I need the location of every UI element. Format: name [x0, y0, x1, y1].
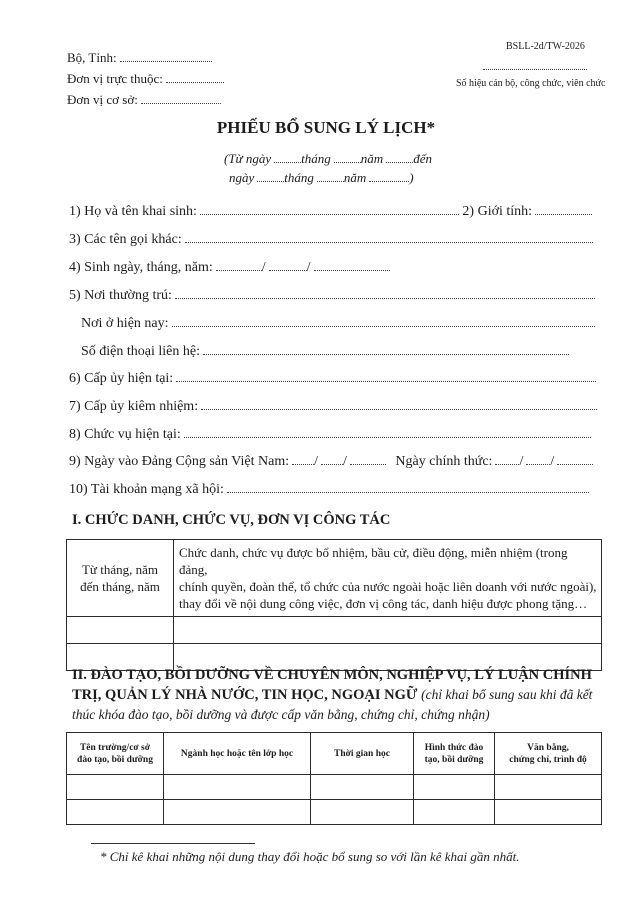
table-cell[interactable] [67, 617, 174, 644]
table-cell[interactable] [174, 617, 602, 644]
period-from-month[interactable] [334, 162, 361, 163]
form-code: BSLL-2d/TW-2026 [506, 41, 585, 52]
section1-table [66, 539, 602, 671]
gender-input[interactable] [535, 214, 592, 215]
col-school [67, 733, 164, 775]
field-current-committee [69, 371, 596, 387]
permanent-address-label: 5) Nơi thường trú: [69, 288, 172, 303]
table-cell[interactable] [67, 775, 164, 800]
staff-id-input-line[interactable] [483, 69, 587, 70]
col-header-line: Hình thức đào [424, 742, 484, 753]
table-cell[interactable] [67, 800, 164, 825]
base-unit-label: Đơn vị cơ sở: [67, 92, 138, 107]
other-names-label: 3) Các tên gọi khác: [69, 232, 182, 247]
table-cell[interactable] [495, 800, 602, 825]
base-unit-input-line[interactable] [141, 103, 221, 104]
field-permanent-address [69, 288, 595, 304]
date-separator: / [519, 454, 524, 469]
section2-table [66, 732, 602, 825]
table-row [67, 775, 602, 800]
section1-col-period-line: Từ tháng, năm [81, 562, 158, 577]
col-header-line: Văn bằng, [527, 742, 569, 753]
party-join-label: 9) Ngày vào Đảng Cộng sản Việt Nam: [69, 454, 290, 469]
footnote: * Chỉ kê khai những nội dung thay đổi hoặc bổ sung so với lần kê khai gần nhất. [100, 849, 520, 864]
party-official-label: Ngày chính thức: [395, 454, 493, 469]
period-ngay: ngày [229, 170, 255, 185]
table-cell[interactable] [414, 800, 495, 825]
ministry-input-line[interactable] [120, 61, 212, 62]
field-birth-date [69, 260, 390, 276]
current-address-label: Nơi ở hiện nay: [81, 316, 169, 331]
birth-name-label: 1) Họ và tên khai sinh: [69, 204, 197, 219]
current-position-label: 8) Chức vụ hiện tại: [69, 427, 181, 442]
table-cell[interactable] [164, 775, 311, 800]
birth-name-input[interactable] [200, 214, 459, 215]
section1-col-description-line: thay đổi về nội dung công việc, đơn vị công tác, danh hiệu được phong tặng… [179, 596, 588, 611]
birth-date-label: 4) Sinh ngày, tháng, năm: [69, 260, 213, 275]
section1-col-description [174, 540, 602, 617]
current-position-input[interactable] [184, 437, 591, 438]
party-join-month-input[interactable] [321, 464, 343, 465]
period-close: ) [409, 170, 414, 185]
period-to-month[interactable] [317, 181, 344, 182]
col-training-form [414, 733, 495, 775]
section1-col-period [67, 540, 174, 617]
period-open: (Từ ngày [224, 151, 272, 166]
permanent-address-input[interactable] [175, 298, 595, 299]
current-committee-label: 6) Cấp ủy hiện tại: [69, 371, 174, 386]
concurrent-committee-label: 7) Cấp ủy kiêm nhiệm: [69, 399, 199, 414]
party-official-day-input[interactable] [495, 464, 519, 465]
field-current-address [81, 316, 595, 332]
other-names-input[interactable] [185, 242, 593, 243]
ministry-label: Bộ, Tỉnh: [67, 50, 117, 65]
unit-field [67, 71, 224, 87]
period-thang-2: tháng [284, 170, 314, 185]
party-join-day-input[interactable] [292, 464, 314, 465]
ministry-field [67, 50, 212, 66]
staff-id-label: Số hiệu cán bộ, công chức, viên chức [456, 78, 606, 89]
table-row [67, 617, 602, 644]
party-join-year-input[interactable] [350, 464, 386, 465]
date-separator: / [306, 260, 311, 275]
page-title: PHIẾU BỔ SUNG LÝ LỊCH* [216, 118, 436, 137]
col-header-line: đào tạo, bồi dưỡng [77, 754, 153, 765]
period-nam-2: năm [343, 170, 367, 185]
table-cell[interactable] [311, 800, 414, 825]
section1-col-description-line: Chức danh, chức vụ được bổ nhiệm, bầu cử, điều động, miễn nhiệm (trong đảng, [179, 545, 568, 577]
gender-label: 2) Giới tính: [462, 204, 533, 219]
field-current-position [69, 427, 591, 443]
field-birth-name [69, 204, 592, 220]
table-cell[interactable] [164, 800, 311, 825]
section2-heading-line: II. ĐÀO TẠO, BỒI DƯỠNG VỀ CHUYÊN MÔN, NGHIỆP VỤ, LÝ LUẬN CHÍNH [72, 667, 592, 683]
phone-input[interactable] [203, 354, 569, 355]
period-to-year[interactable] [369, 181, 409, 182]
unit-label: Đơn vị trực thuộc: [67, 71, 163, 86]
period-line-1 [224, 151, 432, 167]
date-separator: / [550, 454, 555, 469]
date-separator: / [261, 260, 266, 275]
birth-day-input[interactable] [216, 270, 262, 271]
base-unit-field [67, 92, 221, 108]
unit-input-line[interactable] [166, 82, 224, 83]
table-cell[interactable] [414, 775, 495, 800]
period-nam-1: năm [360, 151, 384, 166]
col-duration [311, 733, 414, 775]
date-separator: / [314, 454, 319, 469]
field-concurrent-committee [69, 399, 597, 415]
period-from-day[interactable] [274, 162, 301, 163]
current-address-input[interactable] [172, 326, 595, 327]
date-separator: / [343, 454, 347, 469]
col-header-line: Thời gian học [334, 748, 390, 759]
section1-col-period-line: đến tháng, năm [80, 579, 160, 594]
birth-year-input[interactable] [314, 270, 390, 271]
table-cell[interactable] [311, 775, 414, 800]
col-header-line: Tên trường/cơ sở [79, 742, 151, 753]
section1-header-row [67, 540, 602, 617]
period-to-day[interactable] [257, 181, 284, 182]
col-certificate [495, 733, 602, 775]
period-line-2 [229, 170, 414, 186]
party-official-year-input[interactable] [557, 464, 593, 465]
period-from-year[interactable] [386, 162, 413, 163]
section2-note: thúc khóa đào tạo, bồi dưỡng và được cấp văn bằng, chứng chỉ, chứng nhận) [72, 707, 490, 722]
col-header-line: tạo, bồi dưỡng [424, 754, 484, 765]
field-other-names [69, 232, 593, 248]
social-media-label: 10) Tài khoản mạng xã hội: [69, 482, 224, 497]
section2-heading [72, 666, 592, 724]
period-thang-1: tháng [301, 151, 331, 166]
section2-header-row [67, 733, 602, 775]
birth-month-input[interactable] [269, 270, 307, 271]
section2-note: (chỉ khai bổ sung sau khi đã kết [421, 687, 593, 702]
table-row [67, 800, 602, 825]
field-social-media [69, 482, 589, 498]
field-phone [81, 344, 569, 360]
field-party-dates [69, 454, 593, 470]
phone-label: Số điện thoại liên hệ: [81, 344, 200, 359]
concurrent-committee-input[interactable] [201, 409, 597, 410]
section2-heading-line: TRỊ, QUẢN LÝ NHÀ NƯỚC, TIN HỌC, NGOẠI NGỮ [72, 687, 418, 703]
footnote-divider [91, 843, 255, 844]
period-den: đến [413, 151, 432, 166]
section1-col-description-line: chính quyền, đoàn thể, tổ chức của nước ngoài hoặc liên doanh với nước ngoài), [179, 579, 597, 594]
current-committee-input[interactable] [176, 381, 596, 382]
social-media-input[interactable] [227, 492, 589, 493]
col-header-line: chứng chỉ, trình độ [509, 754, 587, 765]
col-major [164, 733, 311, 775]
party-official-month-input[interactable] [526, 464, 550, 465]
table-cell[interactable] [495, 775, 602, 800]
section1-heading: I. CHỨC DANH, CHỨC VỤ, ĐƠN VỊ CÔNG TÁC [72, 512, 391, 528]
col-header-line: Ngành học hoặc tên lớp học [180, 748, 294, 759]
